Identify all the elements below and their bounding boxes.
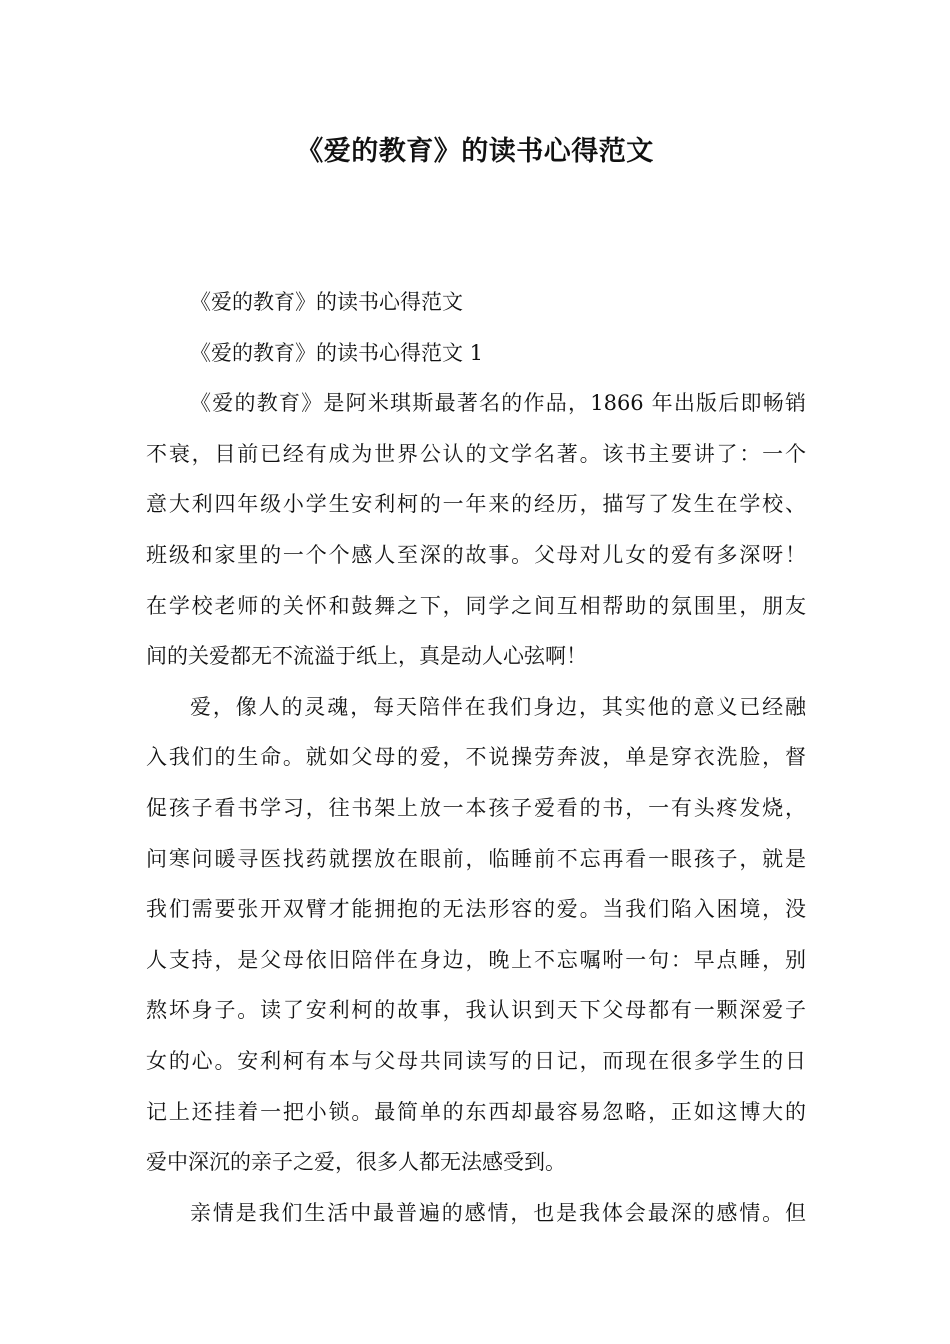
text-line: 意大利四年级小学生安利柯的一年来的经历，描写了发生在学校、	[146, 492, 806, 517]
text-line: 问寒问暖寻医找药就摆放在眼前，临睡前不忘再看一眼孩子，就是	[146, 846, 806, 871]
text-line: 促孩子看书学习，往书架上放一本孩子爱看的书，一有头疼发烧，	[146, 795, 806, 820]
text-line: 熬坏身子。读了安利柯的故事，我认识到天下父母都有一颗深爱子	[146, 998, 806, 1023]
document-title: 《爱的教育》的读书心得范文	[296, 136, 654, 167]
text-line: 不衰，目前已经有成为世界公认的文学名著。该书主要讲了：一个	[146, 441, 806, 466]
text-line: 女的心。安利柯有本与父母共同读写的日记，而现在很多学生的日	[146, 1048, 806, 1073]
text-line: 间的关爱都无不流溢于纸上，真是动人心弦啊！	[146, 644, 587, 669]
text-line: 亲情是我们生活中最普遍的感情，也是我体会最深的感情。但	[190, 1200, 806, 1225]
document-body	[146, 277, 806, 1238]
text-line: 在学校老师的关怀和鼓舞之下，同学之间互相帮助的氛围里，朋友	[146, 593, 806, 618]
text-line: 记上还挂着一把小锁。最简单的东西却最容易忽略，正如这博大的	[146, 1099, 806, 1124]
text-line: 我们需要张开双臂才能拥抱的无法形容的爱。当我们陷入困境，没	[146, 897, 806, 922]
text-line: 《爱的教育》的读书心得范文 1	[190, 340, 484, 365]
text-line: 《爱的教育》是阿米琪斯最著名的作品，1866 年出版后即畅销	[190, 391, 806, 416]
text-line: 《爱的教育》的读书心得范文	[190, 290, 463, 314]
text-line: 爱中深沉的亲子之爱，很多人都无法感受到。	[146, 1150, 566, 1175]
text-line: 班级和家里的一个个感人至深的故事。父母对儿女的爱有多深呀！	[146, 542, 806, 567]
text-line: 入我们的生命。就如父母的爱，不说操劳奔波，单是穿衣洗脸，督	[146, 745, 806, 770]
text-line: 人支持，是父母依旧陪伴在身边，晚上不忘嘱咐一句：早点睡，别	[146, 947, 806, 972]
text-line: 爱，像人的灵魂，每天陪伴在我们身边，其实他的意义已经融	[190, 694, 806, 719]
